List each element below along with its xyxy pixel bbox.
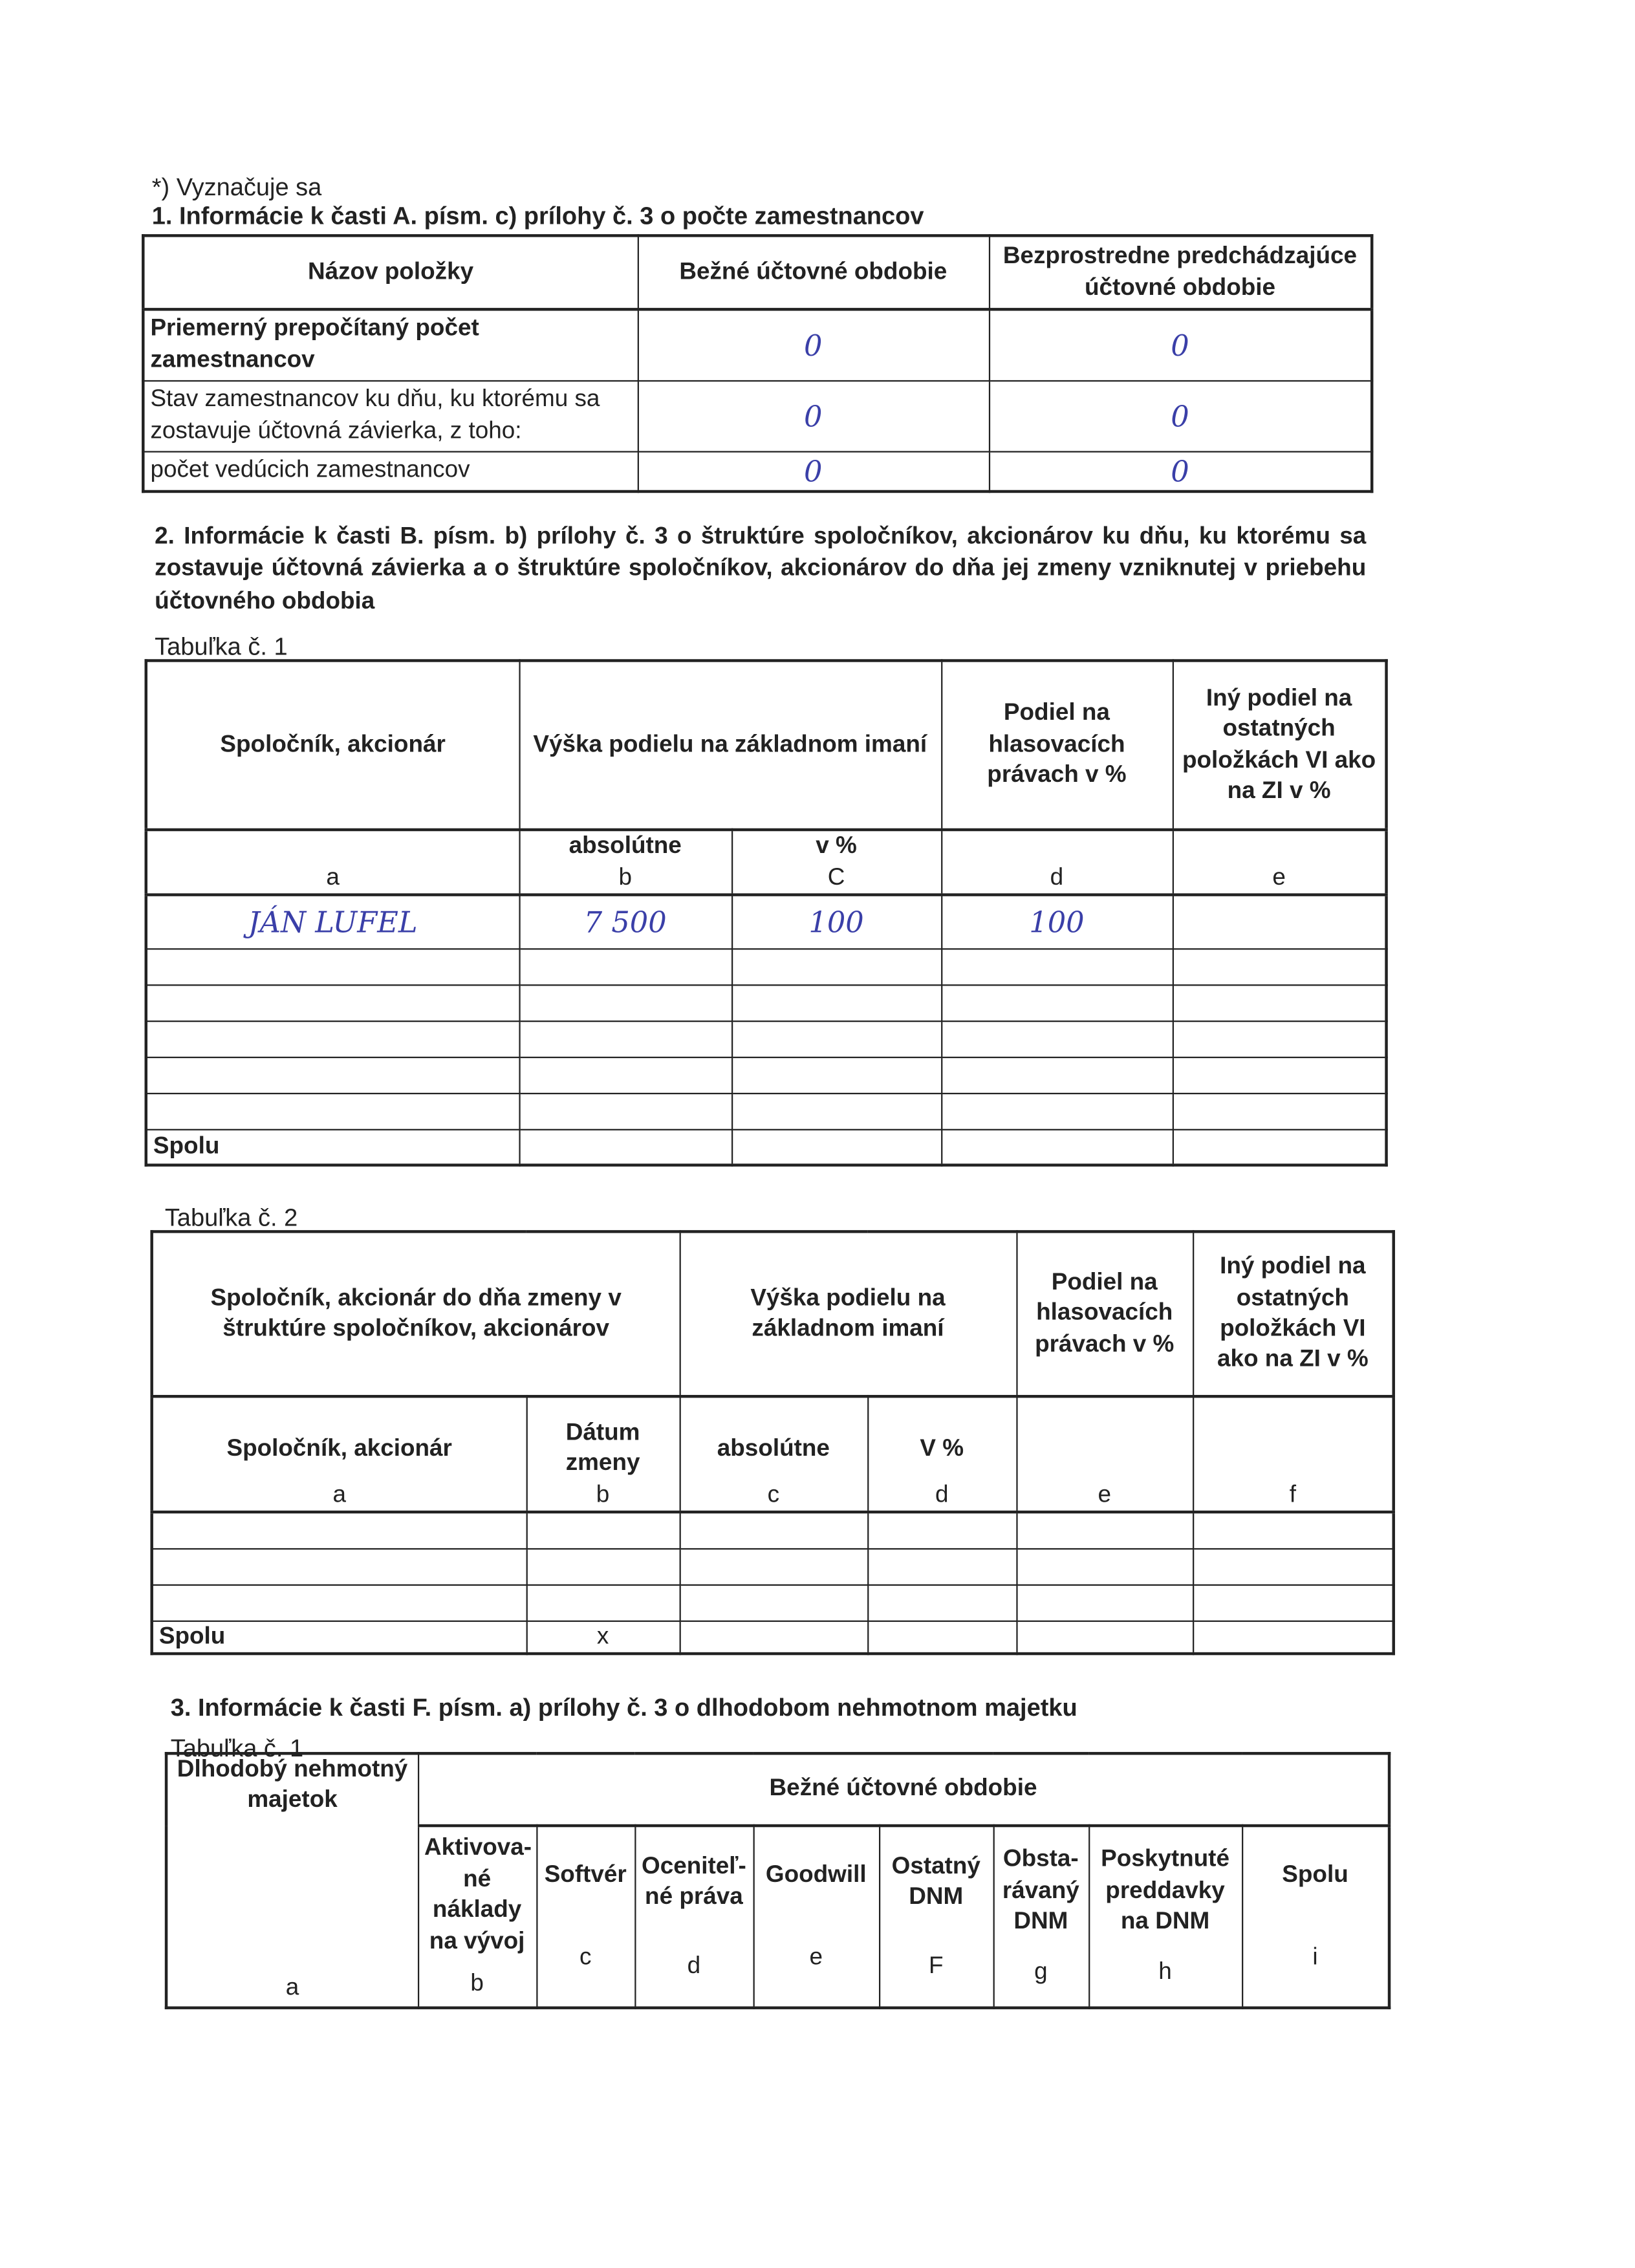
header-shareholder: Spoločník, akcionár (146, 660, 519, 830)
section3-title: 3. Informácie k časti F. písm. a) prílohy č. 3 o dlhodobom nehmotnom majetku (170, 1694, 1077, 1722)
header-shareholder-change: Spoločník, akcionár do dňa zmeny v štruktúre spoločníkov, akcionárov (152, 1231, 680, 1396)
table-row (152, 1548, 1394, 1584)
empty-cell[interactable] (146, 1057, 519, 1093)
cell-other[interactable] (1173, 895, 1387, 949)
letter-e: e (1173, 830, 1387, 895)
letter-c: C (827, 863, 845, 890)
total-label: Spolu (152, 1621, 526, 1654)
col-software: Softvér (544, 1861, 627, 1888)
sub-absolute: absolútne (568, 832, 682, 859)
empty-cell[interactable] (680, 1621, 868, 1654)
table2-caption: Tabuľka č. 2 (164, 1204, 298, 1232)
header-previous: Bezprostredne predchádzajúce účtovné obdobie (989, 235, 1372, 309)
letter-b: b (596, 1481, 610, 1507)
letter-d: d (935, 1481, 949, 1507)
header-other-share: Iný podiel na ostatných položkách VI ako na ZI v % (1193, 1231, 1394, 1396)
empty-cell[interactable] (146, 1021, 519, 1057)
letter-d: d (941, 830, 1173, 895)
col-total: Spolu (1282, 1861, 1348, 1888)
letter-f: f (1193, 1396, 1394, 1512)
empty-cell[interactable] (146, 984, 519, 1021)
sub-absolute: absolútne (717, 1435, 830, 1462)
letter-b: b (470, 1970, 484, 1997)
empty-cell[interactable] (1016, 1548, 1193, 1584)
empty-cell[interactable] (731, 1129, 941, 1165)
section1-title: 1. Informácie k časti A. písm. c) prílohy č. 3 o počte zamestnancov (151, 202, 924, 230)
section2-title: 2. Informácie k časti B. písm. b) prílohy č. 3 o štruktúre spoločníkov, akcionárov ku dňu, ku ktorému sa zostavuje účtovná závierka a o štruktúre spoločníkov, akcionárov do dňa jej zmeny vzniknutej v priebehu účtovného obdobia (155, 523, 1367, 614)
header-other-share: Iný podiel na ostatných položkách VI ako na ZI v % (1173, 660, 1387, 830)
table-row (146, 1021, 1387, 1057)
table-row (146, 1093, 1387, 1129)
sub-shareholder: Spoločník, akcionár (226, 1435, 452, 1462)
empty-cell[interactable] (146, 1093, 519, 1129)
col-goodwill: Goodwill (765, 1861, 867, 1888)
total-row (146, 1129, 1387, 1165)
header-current-period: Bežné účtovné obdobie (418, 1753, 1389, 1826)
table-row (152, 1584, 1394, 1621)
empty-cell[interactable] (1193, 1512, 1394, 1548)
table-row (146, 984, 1387, 1021)
empty-cell[interactable] (152, 1512, 526, 1548)
employees-table (142, 234, 1373, 492)
sub-date: Dátum zmeny (565, 1419, 640, 1476)
empty-cell[interactable] (941, 1093, 1173, 1129)
header-current: Bežné účtovné obdobie (638, 235, 989, 309)
table-row (146, 895, 1387, 949)
empty-cell[interactable] (1016, 1584, 1193, 1621)
empty-cell[interactable] (731, 984, 941, 1021)
header-intangible: Dlhodobý nehmotný majetok (177, 1756, 408, 1813)
cell-percent[interactable]: 100 (731, 895, 941, 949)
empty-cell[interactable] (731, 1057, 941, 1093)
empty-cell[interactable] (519, 1021, 731, 1057)
empty-cell[interactable] (1016, 1512, 1193, 1548)
table-row (146, 948, 1387, 984)
empty-cell[interactable] (680, 1584, 868, 1621)
empty-cell[interactable] (152, 1548, 526, 1584)
empty-cell[interactable] (519, 1129, 731, 1165)
letter-b: b (618, 863, 632, 890)
header-voting: Podiel na hlasovacích právach v % (941, 660, 1173, 830)
empty-cell[interactable] (152, 1584, 526, 1621)
cell-previous[interactable]: 0 (989, 380, 1372, 451)
empty-cell[interactable] (1173, 1021, 1387, 1057)
letter-e: e (809, 1944, 823, 1971)
empty-cell[interactable] (1193, 1548, 1394, 1584)
empty-cell[interactable] (867, 1548, 1016, 1584)
empty-cell[interactable] (1173, 1093, 1387, 1129)
col-advances: Poskytnuté preddavky na DNM (1101, 1846, 1229, 1934)
empty-cell[interactable] (731, 1021, 941, 1057)
cell-name[interactable]: JÁN LUFEL (146, 895, 519, 949)
empty-cell[interactable] (867, 1512, 1016, 1548)
empty-cell[interactable] (867, 1584, 1016, 1621)
section3-caption: Tabuľka č. 1 (170, 1734, 304, 1762)
col-rights: Oceniteľ-né práva (642, 1853, 746, 1910)
empty-cell[interactable] (941, 1057, 1173, 1093)
empty-cell[interactable] (526, 1512, 680, 1548)
row-label: počet vedúcich zamestnancov (143, 451, 637, 490)
shareholder-changes-table (150, 1230, 1395, 1655)
empty-cell[interactable] (1173, 1129, 1387, 1165)
empty-cell[interactable] (1016, 1621, 1193, 1654)
cell-current[interactable]: 0 (638, 451, 989, 490)
total-date: x (526, 1621, 680, 1654)
empty-cell[interactable] (941, 948, 1173, 984)
table-row (152, 1512, 1394, 1548)
cell-voting[interactable]: 100 (941, 895, 1173, 949)
empty-cell[interactable] (680, 1512, 868, 1548)
sub-percent: V % (920, 1435, 964, 1462)
header-capital-share: Výška podielu na základnom imaní (519, 660, 941, 830)
empty-cell[interactable] (1173, 948, 1387, 984)
col-acquired-dnm: Obsta-rávaný DNM (1002, 1846, 1079, 1934)
letter-f: F (929, 1952, 944, 1979)
empty-cell[interactable] (1193, 1584, 1394, 1621)
col-development-costs: Aktivova-né náklady na vývoj (424, 1835, 532, 1954)
empty-cell[interactable] (731, 948, 941, 984)
empty-cell[interactable] (941, 984, 1173, 1021)
sub-percent: v % (816, 832, 857, 859)
shareholders-table (145, 659, 1388, 1167)
letter-d: d (687, 1952, 701, 1979)
cell-current[interactable]: 0 (638, 309, 989, 380)
table1-caption: Tabuľka č. 1 (155, 633, 288, 661)
row-label: Priemerný prepočítaný počet zamestnancov (143, 309, 637, 380)
header-item-name: Názov položky (143, 235, 637, 309)
cell-absolute[interactable]: 7 500 (519, 895, 731, 949)
empty-cell[interactable] (1173, 984, 1387, 1021)
total-label: Spolu (146, 1129, 519, 1165)
empty-cell[interactable] (526, 1584, 680, 1621)
empty-cell[interactable] (941, 1021, 1173, 1057)
letter-a: a (285, 1974, 299, 2000)
letter-h: h (1158, 1959, 1172, 1985)
note-text: *) Vyznačuje sa (151, 173, 322, 201)
empty-cell[interactable] (146, 948, 519, 984)
empty-cell[interactable] (867, 1621, 1016, 1654)
empty-cell[interactable] (941, 1129, 1173, 1165)
cell-current[interactable]: 0 (638, 380, 989, 451)
empty-cell[interactable] (519, 984, 731, 1021)
letter-a: a (332, 1481, 346, 1507)
row-label: Stav zamestnancov ku dňu, ku ktorému sa zostavuje účtovná závierka, z toho: (143, 380, 637, 451)
letter-g: g (1034, 1959, 1048, 1985)
empty-cell[interactable] (526, 1548, 680, 1584)
cell-previous[interactable]: 0 (989, 309, 1372, 380)
col-other-dnm: Ostatný DNM (891, 1853, 980, 1910)
empty-cell[interactable] (519, 948, 731, 984)
letter-c: c (579, 1944, 592, 1971)
empty-cell[interactable] (680, 1548, 868, 1584)
letter-a: a (146, 830, 519, 895)
intangible-assets-table (165, 1752, 1391, 2009)
empty-cell[interactable] (519, 1057, 731, 1093)
cell-previous[interactable]: 0 (989, 451, 1372, 490)
letter-e: e (1016, 1396, 1193, 1512)
empty-cell[interactable] (519, 1093, 731, 1129)
empty-cell[interactable] (1193, 1621, 1394, 1654)
letter-c: c (767, 1481, 780, 1507)
header-capital-share: Výška podielu na základnom imaní (680, 1231, 1017, 1396)
table-row (146, 1057, 1387, 1093)
header-voting: Podiel na hlasovacích právach v % (1016, 1231, 1193, 1396)
empty-cell[interactable] (1173, 1057, 1387, 1093)
empty-cell[interactable] (731, 1093, 941, 1129)
letter-i: i (1312, 1944, 1318, 1971)
total-row (152, 1621, 1394, 1654)
